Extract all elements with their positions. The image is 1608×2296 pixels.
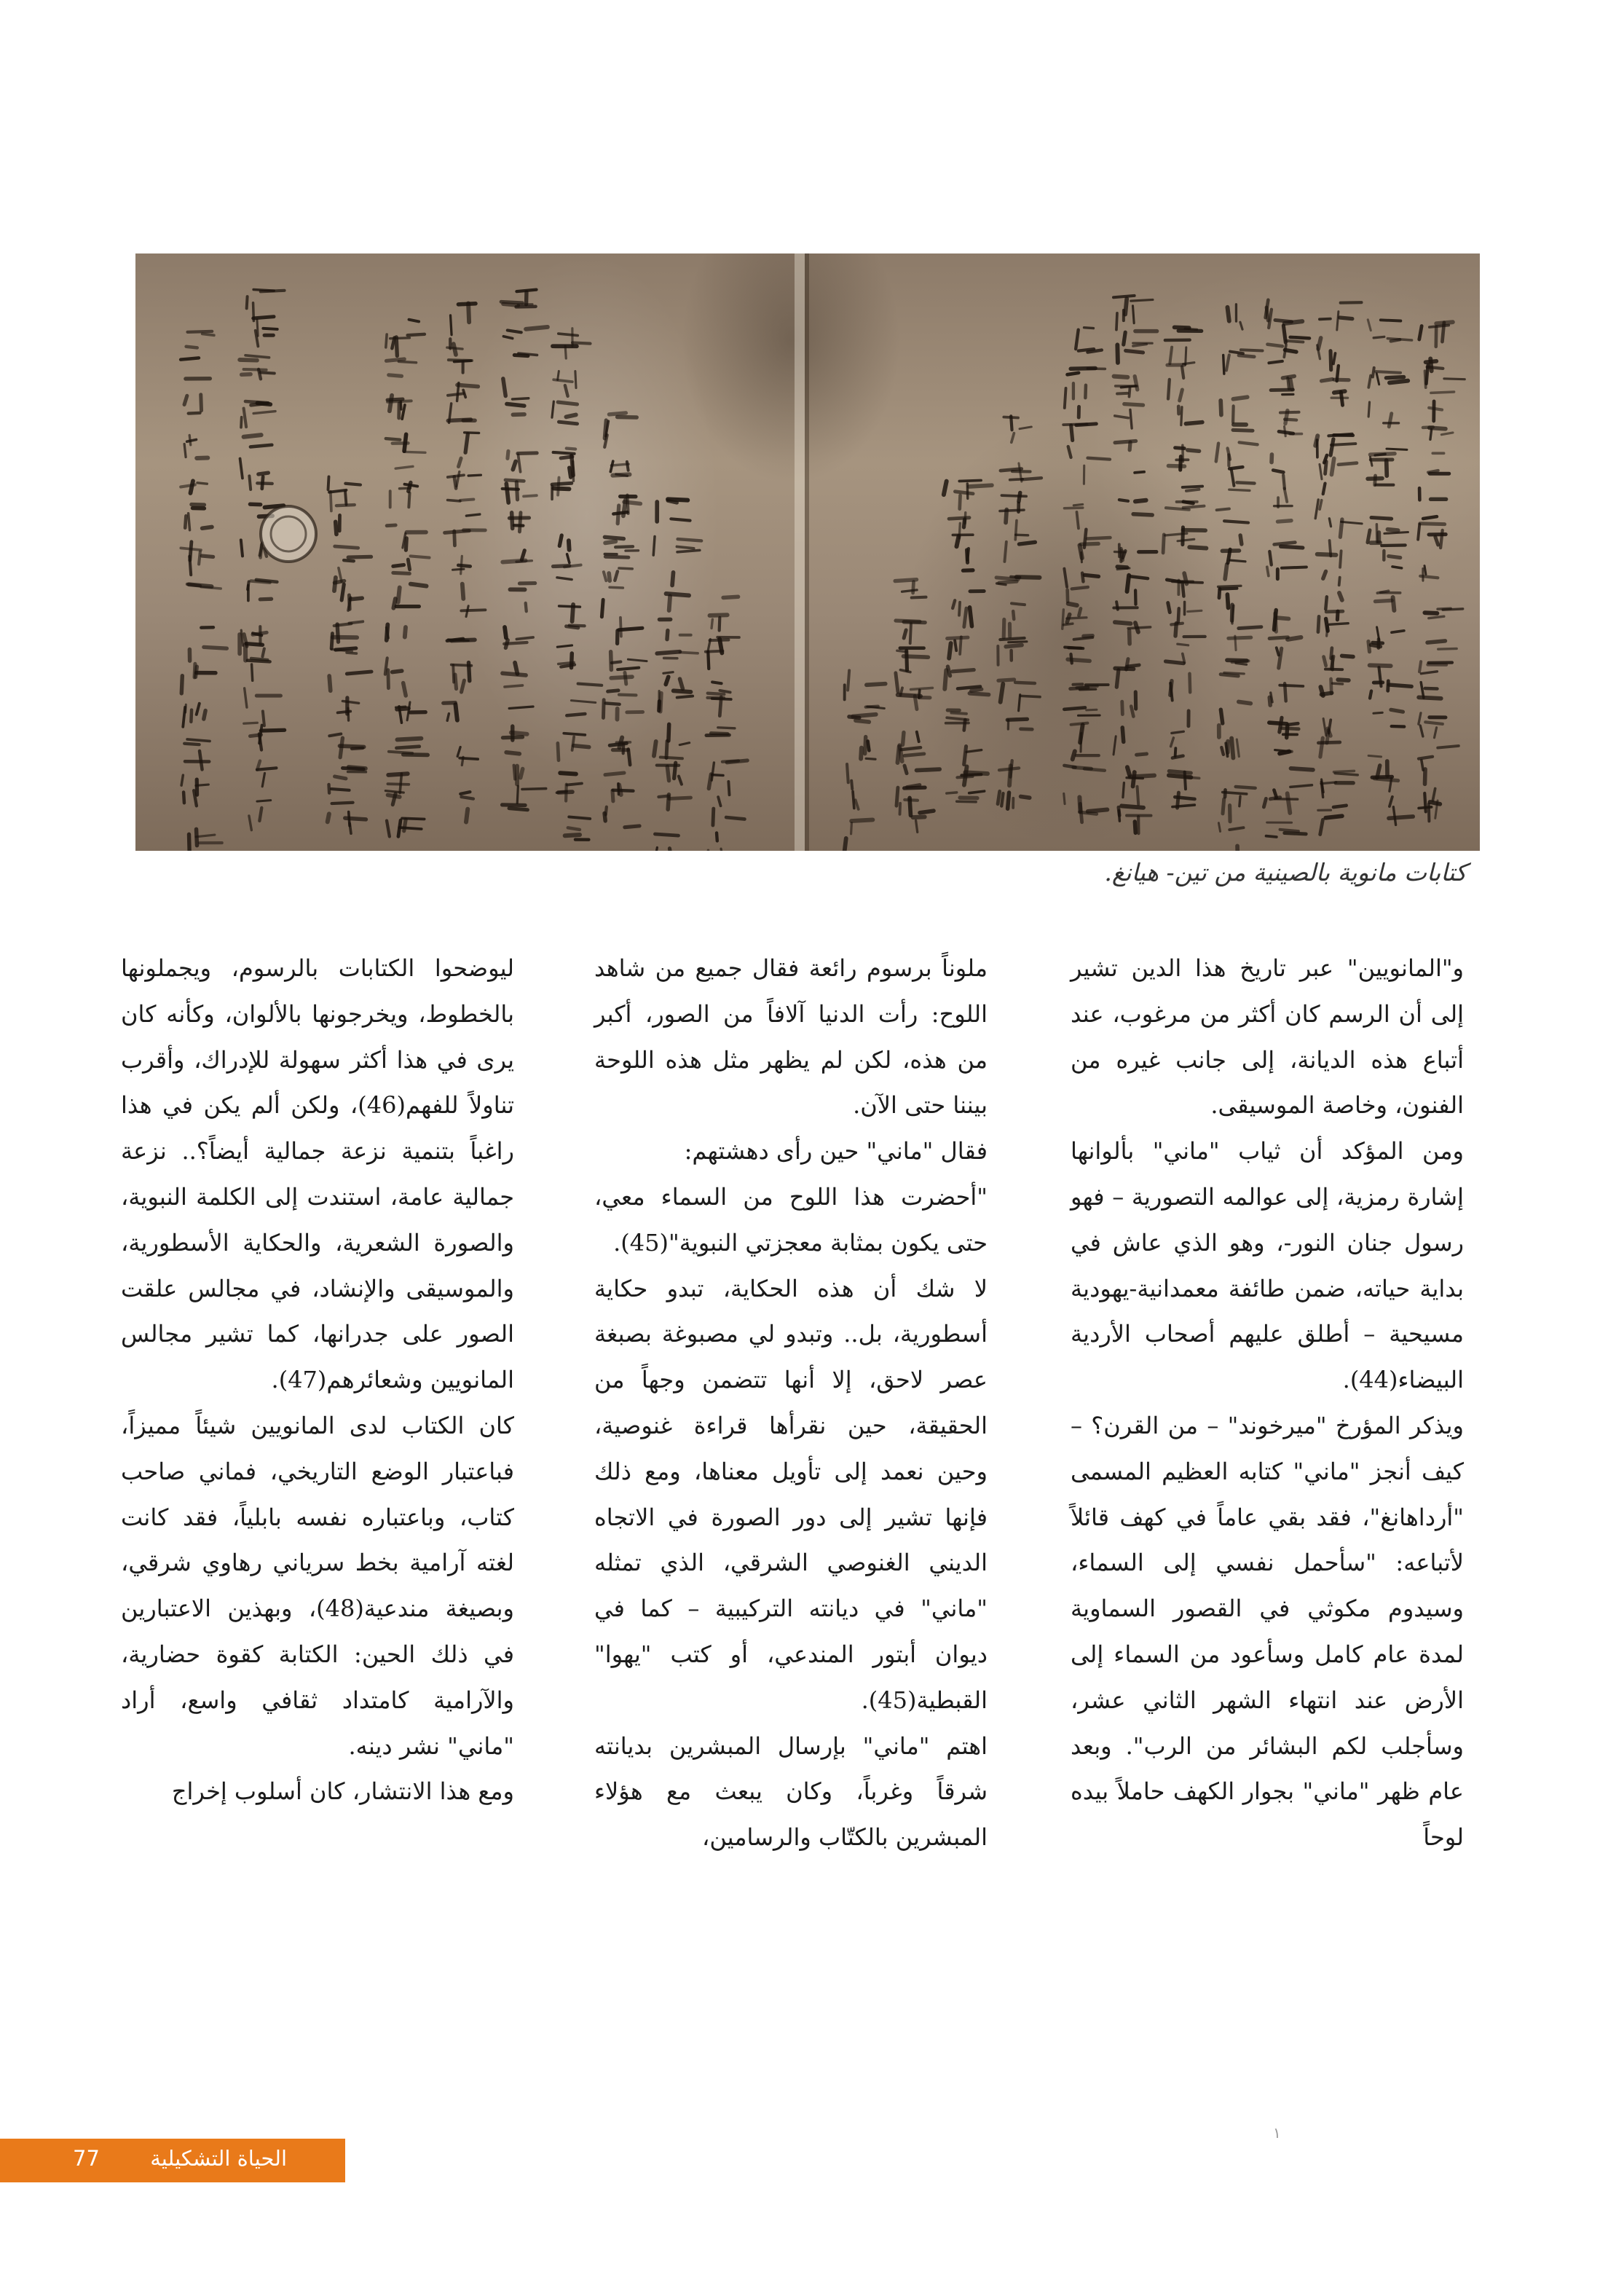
ink-glyph bbox=[1274, 610, 1289, 632]
ink-glyph bbox=[1223, 787, 1256, 822]
ink-glyph bbox=[1166, 637, 1205, 664]
ink-glyph bbox=[189, 829, 221, 851]
ink-glyph bbox=[1424, 608, 1462, 618]
ink-glyph bbox=[334, 578, 362, 610]
text-column-right bbox=[1071, 945, 1464, 1860]
ink-glyph bbox=[657, 499, 690, 522]
ink-glyph bbox=[1318, 611, 1348, 636]
ink-glyph bbox=[1064, 793, 1108, 822]
ink-glyph bbox=[658, 795, 690, 809]
ink-glyph bbox=[457, 747, 478, 766]
ink-glyph bbox=[1219, 701, 1251, 737]
ink-glyph bbox=[386, 359, 416, 376]
ink-glyph bbox=[1368, 755, 1398, 791]
ink-glyph bbox=[249, 473, 272, 490]
ink-glyph bbox=[1229, 467, 1255, 490]
ink-glyph bbox=[603, 691, 642, 720]
ink-glyph bbox=[559, 605, 585, 628]
ink-glyph bbox=[1167, 573, 1202, 597]
ink-glyph bbox=[1275, 750, 1313, 770]
ink-glyph bbox=[957, 747, 988, 785]
ink-glyph bbox=[329, 648, 371, 691]
ink-glyph bbox=[508, 451, 537, 471]
ink-glyph bbox=[844, 819, 872, 851]
ink-glyph bbox=[610, 461, 629, 476]
ink-glyph bbox=[553, 448, 575, 481]
ink-glyph bbox=[1368, 518, 1408, 543]
ink-glyph bbox=[1420, 566, 1438, 581]
ink-glyph bbox=[187, 584, 221, 589]
text-column-left bbox=[121, 945, 514, 1815]
ink-glyph bbox=[453, 556, 470, 573]
ink-glyph bbox=[506, 752, 523, 785]
ink-glyph bbox=[707, 682, 730, 715]
ink-glyph bbox=[1163, 527, 1206, 553]
ink-glyph bbox=[1368, 476, 1393, 485]
ink-glyph bbox=[1004, 535, 1035, 562]
ink-glyph bbox=[1269, 718, 1298, 738]
ink-glyph bbox=[1419, 322, 1453, 347]
ink-glyph bbox=[502, 551, 532, 562]
ink-glyph bbox=[1001, 463, 1041, 481]
ink-glyph bbox=[1165, 327, 1202, 364]
ink-glyph bbox=[387, 525, 426, 550]
ink-glyph bbox=[1315, 434, 1355, 457]
ink-glyph bbox=[451, 303, 476, 334]
ink-glyph bbox=[189, 627, 226, 661]
ink-glyph bbox=[851, 781, 859, 809]
ink-glyph bbox=[248, 580, 277, 601]
ink-glyph bbox=[447, 639, 475, 641]
ink-glyph bbox=[1375, 591, 1400, 610]
ink-glyph bbox=[1368, 627, 1404, 652]
ink-glyph bbox=[1271, 376, 1294, 394]
ink-glyph bbox=[949, 513, 973, 547]
ink-glyph bbox=[1318, 718, 1339, 757]
ink-glyph bbox=[448, 383, 478, 423]
ink-glyph bbox=[1315, 500, 1362, 537]
ink-glyph bbox=[849, 707, 884, 722]
ink-glyph bbox=[999, 760, 1019, 785]
ink-glyph bbox=[898, 688, 933, 709]
ink-glyph bbox=[1229, 627, 1261, 650]
ink-glyph bbox=[507, 398, 529, 415]
ink-glyph bbox=[897, 732, 923, 763]
ink-glyph bbox=[387, 396, 411, 419]
ink-glyph bbox=[452, 663, 472, 693]
ink-glyph bbox=[1221, 397, 1248, 422]
ink-glyph bbox=[1216, 425, 1258, 466]
ink-glyph bbox=[1117, 567, 1148, 605]
ink-glyph bbox=[1368, 402, 1398, 427]
ink-glyph bbox=[847, 737, 875, 783]
ink-glyph bbox=[1168, 602, 1202, 636]
corner-mark: ١ bbox=[1273, 2124, 1281, 2142]
ink-glyph bbox=[613, 495, 640, 524]
ink-glyph bbox=[1007, 719, 1032, 729]
ink-glyph bbox=[998, 791, 1030, 809]
ink-glyph bbox=[1264, 785, 1312, 813]
ink-glyph bbox=[448, 458, 481, 488]
ink-glyph bbox=[386, 434, 425, 452]
ink-glyph bbox=[253, 317, 277, 347]
ink-glyph bbox=[1279, 411, 1301, 436]
ink-glyph bbox=[395, 702, 425, 723]
ink-glyph bbox=[1114, 377, 1138, 397]
ink-glyph bbox=[1317, 540, 1341, 567]
ink-glyph bbox=[998, 680, 1040, 711]
ink-glyph bbox=[504, 627, 533, 648]
paragraph: ليوضحوا الكتابات بالرسوم، ويجملونها بالخطوط، ويخرجونها بالألوان، وكأنه كان يرى في هذا أكثر سهولة للإدراك، وأقرب تناولاً للفهم(46)، ولكن ألم يكن في هذا راغباً بتنمية نزعة جمالية أيضاً؟.. نزعة جمالية عامة، استندت إلى الكلمة النبوية، والصورة الشعرية، والحكاية الأسطورية، والموسيقى والإنشاد، في مجالس علقت الصور على جدرانها، كما تشير مجالس المانويين وشعائرهم(47). bbox=[121, 954, 515, 1394]
ink-glyph bbox=[552, 478, 572, 500]
ink-glyph bbox=[245, 688, 281, 726]
ink-glyph bbox=[386, 320, 425, 356]
ink-glyph bbox=[1321, 771, 1357, 797]
ink-glyph bbox=[1004, 416, 1031, 442]
ink-glyph bbox=[1266, 822, 1306, 837]
ink-glyph bbox=[1269, 637, 1301, 668]
ink-glyph bbox=[657, 652, 698, 689]
ink-glyph bbox=[501, 290, 536, 307]
ink-glyph bbox=[447, 339, 472, 372]
ink-glyph bbox=[1000, 492, 1026, 539]
ink-glyph bbox=[709, 760, 747, 795]
ink-glyph bbox=[336, 505, 355, 534]
paragraph: ومع هذا الانتشار، كان أسلوب إخراج bbox=[171, 1777, 514, 1806]
ink-glyph bbox=[602, 568, 632, 617]
ink-glyph bbox=[335, 546, 371, 581]
paragraph: كان الكتاب لدى المانويين شيئاً مميزاً، فباعتبار الوضع التاريخي، فماني صاحب كتاب، وباعتباره نفسه بابلياً، فقد كانت لغته آرامية بخط سرياني رهاوي شرقي، وبصيغة مندعية(48)، وبهذين الاعتبارين في ذلك الحين: الكتابة كقوة حضارية، والآرامية كامتداد ثقافي واسع، أراد "ماني" نشر دينه. bbox=[121, 1411, 514, 1760]
ink-glyph bbox=[1065, 504, 1083, 528]
ink-glyph bbox=[1272, 455, 1285, 489]
ink-glyph bbox=[387, 624, 406, 640]
ink-glyph bbox=[1419, 713, 1446, 738]
ink-glyph bbox=[1227, 304, 1242, 329]
ink-glyph bbox=[1317, 338, 1339, 381]
ink-glyph bbox=[509, 513, 529, 532]
ink-glyph bbox=[461, 584, 485, 617]
ink-glyph bbox=[338, 698, 359, 720]
ink-glyph bbox=[1424, 358, 1465, 388]
ink-glyph bbox=[953, 591, 984, 627]
ink-glyph bbox=[1166, 487, 1204, 510]
ink-glyph bbox=[181, 664, 216, 693]
ink-glyph bbox=[393, 584, 426, 608]
ink-glyph bbox=[1217, 508, 1248, 544]
ink-glyph bbox=[604, 807, 639, 827]
ink-glyph bbox=[895, 580, 926, 598]
ink-glyph bbox=[329, 734, 363, 757]
ink-glyph bbox=[1267, 337, 1309, 363]
ink-glyph bbox=[184, 739, 210, 769]
ink-glyph bbox=[706, 637, 739, 669]
ink-glyph bbox=[240, 355, 275, 379]
ink-glyph bbox=[1080, 530, 1111, 562]
ink-glyph bbox=[1418, 516, 1446, 548]
ink-glyph bbox=[257, 761, 276, 787]
ink-glyph bbox=[385, 658, 406, 696]
ink-glyph bbox=[553, 565, 581, 580]
ink-glyph bbox=[1172, 793, 1195, 808]
ink-glyph bbox=[896, 621, 925, 643]
ink-glyph bbox=[556, 773, 582, 801]
ink-glyph bbox=[181, 775, 208, 806]
ink-glyph bbox=[945, 667, 988, 695]
ink-glyph bbox=[1419, 746, 1459, 784]
ink-glyph bbox=[659, 619, 690, 639]
ink-glyph bbox=[653, 537, 701, 556]
ink-glyph bbox=[558, 734, 589, 760]
paragraph: "أحضرت هذا اللوح من السماء معي، حتى يكون بمثابة معجزتي النبوية"(45). bbox=[594, 1182, 988, 1257]
ink-glyph bbox=[559, 535, 570, 563]
ink-glyph bbox=[1068, 447, 1110, 484]
ink-glyph bbox=[567, 684, 602, 716]
ink-glyph bbox=[387, 818, 425, 836]
ink-glyph bbox=[1115, 404, 1143, 428]
ink-glyph bbox=[1370, 449, 1406, 476]
ink-glyph bbox=[1221, 739, 1239, 758]
ink-glyph bbox=[1269, 683, 1303, 705]
ink-glyph bbox=[1419, 789, 1440, 822]
ink-glyph bbox=[183, 704, 205, 727]
ink-glyph bbox=[1064, 569, 1098, 602]
ink-glyph bbox=[393, 556, 430, 573]
ink-glyph bbox=[1168, 445, 1199, 470]
ink-glyph bbox=[510, 583, 535, 612]
ink-glyph bbox=[1004, 603, 1025, 637]
ink-glyph bbox=[1114, 544, 1156, 562]
ink-glyph bbox=[710, 597, 738, 630]
ink-glyph bbox=[1063, 604, 1087, 629]
ink-glyph bbox=[1064, 751, 1104, 770]
ink-glyph bbox=[1221, 660, 1248, 676]
ink-glyph bbox=[329, 767, 366, 793]
ink-glyph bbox=[1269, 521, 1302, 565]
ink-glyph bbox=[604, 413, 636, 447]
manuscript-illustration bbox=[135, 253, 1480, 851]
ink-glyph bbox=[604, 537, 638, 557]
ink-glyph bbox=[503, 327, 548, 339]
ink-glyph bbox=[1117, 331, 1156, 363]
ink-glyph bbox=[1171, 711, 1189, 747]
ink-glyph bbox=[181, 542, 213, 575]
ink-glyph bbox=[611, 652, 647, 684]
ink-glyph bbox=[1223, 350, 1263, 374]
ink-glyph bbox=[896, 648, 929, 692]
ink-glyph bbox=[1122, 692, 1136, 717]
ink-glyph bbox=[1323, 571, 1342, 609]
ink-glyph bbox=[181, 331, 214, 360]
paragraph: ملوناً برسوم رائعة فقال جميع من شاهد اللوح: رأت الدنيا آلافاً من الصور، أكبر من هذه، لكن لم يظهر مثل هذه اللوحة بيننا حتى الآن. bbox=[594, 954, 988, 1120]
paragraph: فقال "ماني" حين رأى دهشتهم: bbox=[684, 1137, 988, 1165]
ink-glyph bbox=[706, 728, 735, 736]
ink-glyph bbox=[713, 797, 745, 825]
ink-glyph bbox=[444, 703, 457, 721]
ink-glyph bbox=[1222, 549, 1245, 579]
ink-glyph bbox=[1114, 602, 1150, 644]
ink-glyph bbox=[460, 792, 473, 822]
ink-glyph bbox=[1423, 427, 1453, 453]
ink-glyph bbox=[1419, 471, 1449, 500]
ink-glyph bbox=[1370, 665, 1412, 698]
ink-glyph bbox=[1389, 797, 1413, 825]
ink-glyph bbox=[181, 458, 208, 493]
page-number: 77 bbox=[73, 2146, 100, 2171]
photo-caption: كتابات مانوية بالصينية من تين- هيانغ. bbox=[1104, 858, 1467, 886]
ink-glyph bbox=[1115, 441, 1144, 472]
ink-glyph bbox=[946, 710, 969, 731]
ink-glyph bbox=[1368, 368, 1408, 388]
paragraph: اهتم "ماني" بإرسال المبشرين بديانته شرقاً وغرباً، وكان يبعث مع هؤلاء المبشرين بالكتّاب والرسامين، bbox=[594, 1731, 988, 1852]
ink-glyph bbox=[1169, 748, 1199, 789]
paragraph: و"المانويين" عبر تاريخ هذا الدين تشير إلى أن الرسم كان أكثر من مرغوب، عند أتباع هذه الديانة، إلى جانب غيره من الفنون، وخاصة الموسيقى. bbox=[1071, 954, 1464, 1120]
ink-glyph bbox=[944, 480, 992, 508]
ink-glyph bbox=[241, 401, 275, 428]
ink-glyph bbox=[502, 663, 526, 687]
ink-glyph bbox=[657, 758, 682, 785]
ink-glyph bbox=[1218, 823, 1243, 851]
ink-glyph bbox=[185, 505, 212, 530]
ink-glyph bbox=[1320, 679, 1348, 696]
ink-glyph bbox=[1322, 380, 1349, 406]
ink-glyph bbox=[1114, 728, 1146, 755]
seal-stamp bbox=[261, 506, 316, 562]
ink-glyph bbox=[1167, 363, 1194, 401]
magazine-title: الحياة التشكيلية bbox=[150, 2146, 287, 2171]
ink-glyph bbox=[845, 670, 886, 699]
ink-glyph bbox=[1063, 406, 1096, 440]
ink-glyph bbox=[553, 371, 576, 396]
ink-glyph bbox=[655, 834, 701, 851]
ink-glyph bbox=[1274, 488, 1293, 507]
ink-glyph bbox=[389, 739, 427, 755]
ink-glyph bbox=[1076, 328, 1102, 353]
ink-glyph bbox=[565, 817, 591, 839]
ink-glyph bbox=[445, 499, 486, 545]
ink-glyph bbox=[996, 577, 1039, 585]
ink-glyph bbox=[1178, 406, 1202, 425]
ink-glyph bbox=[963, 549, 972, 570]
ink-glyph bbox=[1064, 707, 1100, 751]
ink-glyph bbox=[385, 774, 409, 804]
ink-glyph bbox=[610, 737, 630, 765]
ink-glyph bbox=[245, 644, 270, 681]
ink-glyph bbox=[1123, 767, 1154, 804]
ink-glyph bbox=[1119, 500, 1152, 515]
ink-glyph bbox=[1114, 296, 1153, 330]
ink-glyph bbox=[1320, 302, 1362, 330]
ink-glyph bbox=[1419, 672, 1441, 699]
ink-glyph bbox=[1371, 543, 1405, 568]
ink-glyph bbox=[1071, 684, 1108, 690]
ink-glyph bbox=[1320, 455, 1357, 494]
ink-glyph bbox=[502, 786, 546, 810]
ink-glyph bbox=[448, 420, 478, 452]
ink-glyph bbox=[947, 791, 985, 802]
ink-glyph bbox=[552, 401, 578, 424]
ink-glyph bbox=[659, 691, 693, 712]
ink-glyph bbox=[900, 798, 934, 832]
ink-glyph bbox=[502, 480, 537, 503]
ink-glyph bbox=[666, 573, 689, 610]
text-column-middle bbox=[594, 945, 988, 1860]
ink-glyph bbox=[184, 413, 200, 457]
ink-glyph bbox=[1267, 567, 1306, 578]
ink-glyph bbox=[1170, 674, 1190, 701]
ink-glyph bbox=[605, 773, 634, 801]
paragraph: ويذكر المؤرخ "ميرخوند" – من القرن؟ – كيف أنجز "ماني" كتابه العظيم المسمى "أرداهانغ"، فقد بقي عاماً في كهف قائلاً لأتباعه: "سأحمل نفسي إلى السماء، وسيدوم مكوثي في القصور السماوية لمدة عام كامل وسأعود من السماء إلى الأرض عند انتهاء الشهر الثاني عشر، وسأجلب لكم البشائر من الرب". وبعد عام ظهر "ماني" بجوار الكهف حاملاً بيده لوحاً bbox=[1071, 1411, 1464, 1852]
ink-glyph bbox=[502, 707, 533, 740]
ink-glyph bbox=[1065, 369, 1106, 408]
ink-glyph bbox=[249, 801, 271, 830]
paragraph: لا شك أن هذه الحكاية، تبدو حكاية أسطورية، بل.. وتبدو لي مصبوغة بصبغة عصر لاحق، إلا أنها تتضمن وجهاً من الحقيقة، حين نقرأها قراءة غنوصية، وحين نعمد إلى تأويل معناها، ومع ذلك فإنها تشير إلى دور الصورة في الاتجاه الديني الغنوصي الشرقي، الذي تمثله "ماني" في ديانته التركيبية – كما في ديوان أبتور المندعي، أو كتب "يهوا" القبطية(45). bbox=[594, 1274, 988, 1714]
ink-glyph bbox=[1119, 806, 1151, 833]
ink-glyph bbox=[553, 329, 591, 358]
ink-glyph bbox=[1324, 648, 1353, 670]
ink-glyph bbox=[1429, 392, 1454, 421]
ink-glyph bbox=[1318, 806, 1347, 835]
manuscript-photo bbox=[135, 253, 1480, 851]
ink-glyph bbox=[618, 618, 642, 644]
ink-glyph bbox=[1368, 320, 1411, 342]
ink-glyph bbox=[947, 637, 968, 658]
ink-glyph bbox=[184, 379, 210, 411]
ink-glyph bbox=[1115, 659, 1139, 688]
ink-glyph bbox=[1065, 636, 1092, 664]
ink-glyph bbox=[390, 466, 418, 507]
ink-glyph bbox=[503, 353, 537, 396]
ink-glyph bbox=[707, 833, 724, 851]
ink-glyph bbox=[331, 621, 363, 648]
ink-glyph bbox=[1218, 586, 1241, 624]
ink-glyph bbox=[328, 803, 366, 833]
footer-band bbox=[0, 2139, 345, 2182]
ink-glyph bbox=[1374, 709, 1404, 726]
paragraph: ومن المؤكد أن ثياب "ماني" بألوانها إشارة رمزية، إلى عوالمه التصورية – فهو رسول جنان النور-، وهو الذي عاش في بداية حياته، ضمن طائفة معمدانية-يهودية مسيحية – أطلق عليهم أصحاب الأردية البيضاء(44). bbox=[1071, 1137, 1464, 1394]
ink-glyph bbox=[998, 638, 1027, 665]
ink-glyph bbox=[557, 645, 575, 668]
ink-glyph bbox=[1419, 641, 1457, 672]
ink-glyph bbox=[654, 724, 690, 758]
